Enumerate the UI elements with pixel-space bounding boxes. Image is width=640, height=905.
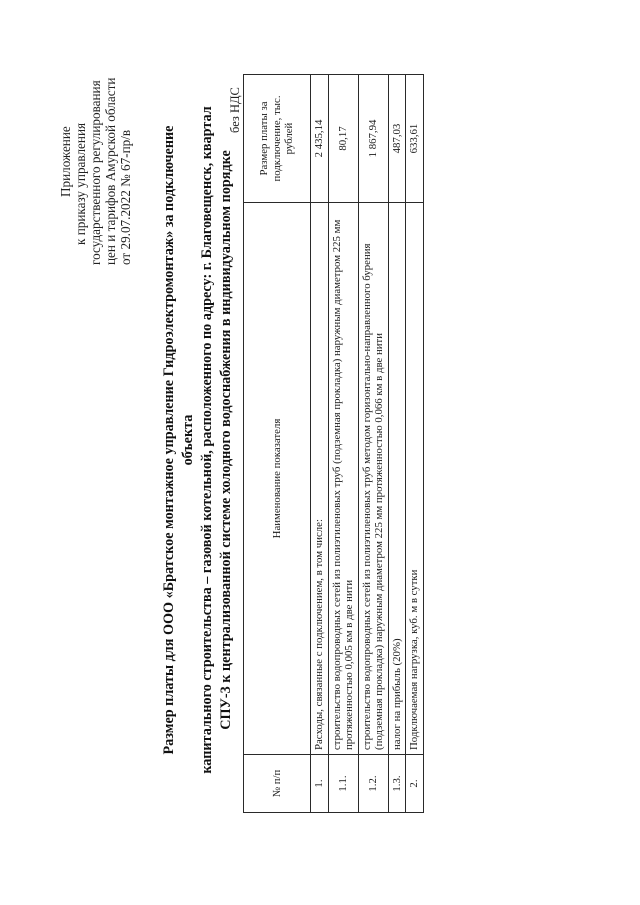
table-row: [328, 75, 358, 813]
row-name: строительство водопроводных сетей из полиэтиленовых труб методом горизонтально-направленного бурения (подземная прокладка) наружным диаметром 225 мм протяженностью 0,066 км в две нити: [358, 203, 388, 755]
title-line: СПУ-3 к централизованной системе холодного водоснабжения в индивидуальном порядке: [218, 150, 234, 730]
row-name: строительство водопроводных сетей из полиэтиленовых труб (подземная прокладка) наружным диаметром 225 мм протяженностью 0,005 км в две нити: [328, 203, 358, 755]
appendix-block: [58, 20, 133, 265]
row-value: 80,17: [328, 75, 358, 203]
row-value: 1 867,94: [358, 75, 388, 203]
table-row: [311, 75, 329, 813]
row-name: Подключаемая нагрузка, куб. м в сутки: [406, 203, 424, 755]
appendix-line: Приложение: [58, 126, 73, 197]
row-num: 1.1.: [328, 755, 358, 813]
vat-note: без НДС: [228, 87, 242, 133]
header-num: № п/п: [244, 755, 311, 813]
fee-table: [243, 74, 424, 813]
table-row: [388, 75, 406, 813]
appendix-line: к приказу управления: [73, 122, 88, 245]
title-line: Размер платы для ООО «Братское монтажное управление Гидроэлектромонтаж» за подключение объекта: [161, 125, 196, 755]
row-value: 487,03: [388, 75, 406, 203]
row-value: 633,61: [406, 75, 424, 203]
row-num: 2.: [406, 755, 424, 813]
table-row: [406, 75, 424, 813]
row-name: налог на прибыль (20%): [388, 203, 406, 755]
table-row: [358, 75, 388, 813]
appendix-line: государственного регулирования: [88, 80, 103, 265]
header-name: Наименование показателя: [244, 203, 311, 755]
appendix-line: цен и тарифов Амурской области: [103, 77, 118, 265]
table-header-row: [244, 75, 311, 813]
row-num: 1.: [311, 755, 329, 813]
header-value: Размер платы за подключение, тыс. рублей: [244, 75, 311, 203]
row-num: 1.2.: [358, 755, 388, 813]
row-value: 2 435,14: [311, 75, 329, 203]
title-line: капитального строительства – газовой котельной, расположенного по адресу: г. Благовещенск, квартал: [199, 106, 215, 774]
document-title: [160, 100, 236, 780]
appendix-line: от 29.07.2022 № 67-пр/в: [118, 129, 133, 265]
row-name: Расходы, связанные с подключением, в том числе:: [311, 203, 329, 755]
row-num: 1.3.: [388, 755, 406, 813]
